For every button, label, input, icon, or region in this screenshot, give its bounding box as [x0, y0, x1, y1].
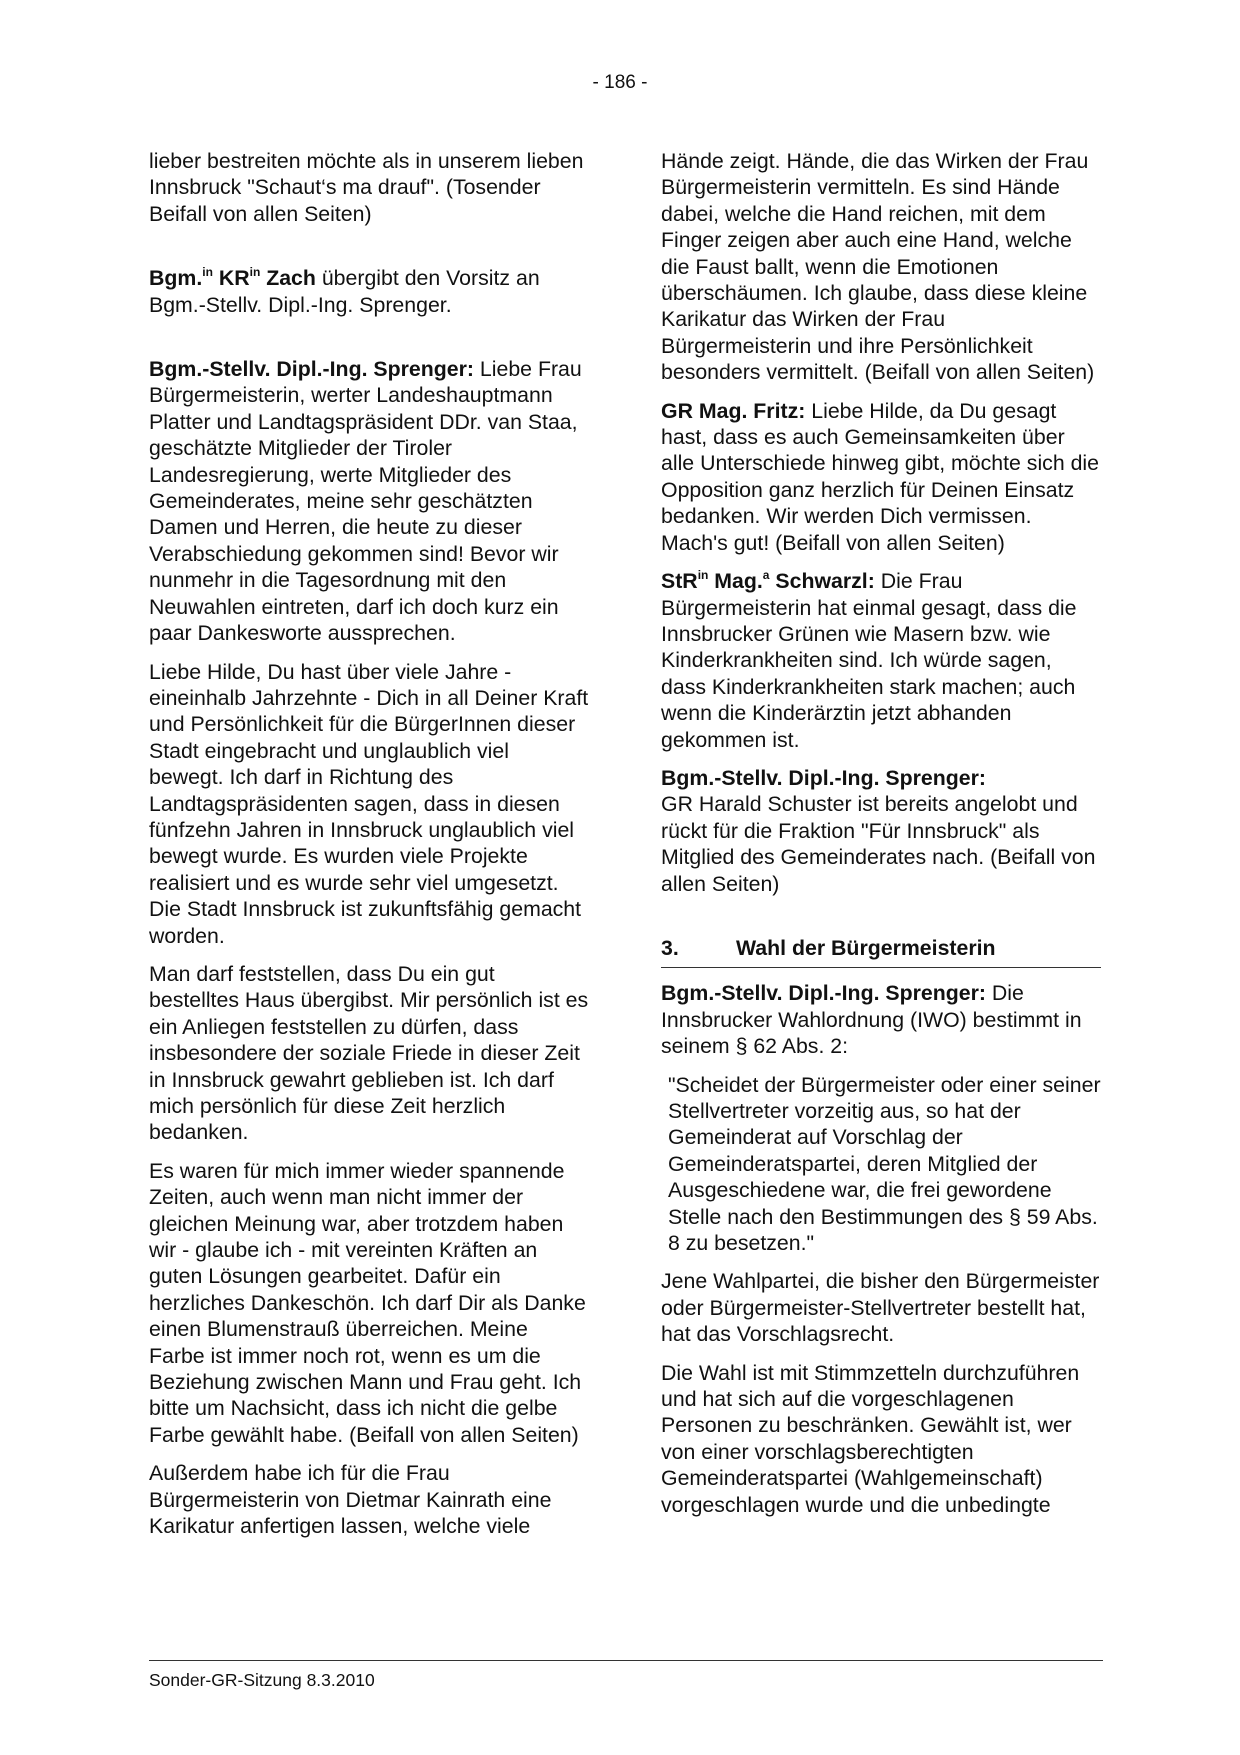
- speaker-name: GR Mag. Fritz:: [661, 398, 806, 423]
- section-heading: [661, 935, 1101, 968]
- paragraph: Es waren für mich immer wieder spannende Zeiten, auch wenn man nicht immer der gleichen Meinung war, aber trotzdem haben wir - glaube ich - mit vereinten Kräften an guten Lösungen gearbeitet. Dafür ein herzliches Dankeschön. Ich darf Dir als Danke einen Blumenstrauß überreichen. Meine Farbe ist immer noch rot, wenn es um die Beziehung zwischen Mann und Frau geht. Ich bitte um Nachsicht, dass ich nicht die gelbe Farbe gewählt habe. (Beifall von allen Seiten): [149, 1158, 586, 1447]
- speech-paragraph: StR$^{in}$ Mag.$^a$ Schwarzl: Die Frau Bürgermeisterin hat einmal gesagt, dass die Innsbrucker Grünen wie Masern bzw. wie Kinderkrankheiten sind. Ich würde sagen, dass Kinderkrankheiten stark machen; auch wenn die Kinderärztin jetzt abhanden gekommen ist.: [661, 568, 1077, 752]
- speech-paragraph: Bgm.-Stellv. Dipl.-Ing. Sprenger: Die Innsbrucker Wahlordnung (IWO) bestimmt in seinem § 62 Abs. 2:: [661, 981, 1082, 1059]
- section-title: Wahl der Bürgermeisterin: [736, 935, 996, 960]
- speech-paragraph: Bgm.-Stellv. Dipl.-Ing. Sprenger: GR Harald Schuster ist bereits angelobt und rückt für die Fraktion "Für Innsbruck" als Mitglied des Gemeinderates nach. (Beifall von allen Seiten): [661, 765, 1096, 896]
- speech-paragraph: GR Mag. Fritz: Liebe Hilde, da Du gesagt hast, dass es auch Gemeinsamkeiten über alle Unterschiede hinweg gibt, möchte sich die Opposition ganz herzlich für Deinen Einsatz bedanken. Wir werden Dich vermissen. Mach's gut! (Beifall von allen Seiten): [661, 398, 1100, 555]
- paragraph: Liebe Hilde, Du hast über viele Jahre - eineinhalb Jahrzehnte - Dich in all Deiner Kraft und Persönlichkeit für die BürgerInnen dieser Stadt eingebracht und unglaublich viel bewegt. Ich darf in Richtung des Landtagspräsidenten sagen, dass in diesen fünfzehn Jahren in Innsbruck unglaublich viel bewegt wurde. Es wurden viele Projekte realisiert und es wurde sehr viel umgesetzt. Die Stadt Innsbruck ist zukunftsfähig gemacht worden.: [149, 659, 589, 948]
- speech-paragraph: Bgm.-Stellv. Dipl.-Ing. Sprenger: Liebe Frau Bürgermeisterin, werter Landeshauptmann Platter und Landtagspräsident DDr. van Staa, geschätzte Mitglieder der Tiroler Landesregierung, werte Mitglieder des Gemeinderates, meine sehr geschätzten Damen und Herren, die heute zu dieser Verabschiedung gekommen sind! Bevor wir nunmehr in die Tagesordnung mit den Neuwahlen eintreten, darf ich doch kurz ein paar Dankesworte aussprechen.: [149, 357, 582, 646]
- paragraph: Man darf feststellen, dass Du ein gut bestelltes Haus übergibst. Mir persönlich ist es ein Anliegen feststellen zu dürfen, dass insbesondere der soziale Friede in dieser Zeit in Innsbruck gewahrt geblieben ist. Ich darf mich persönlich für diese Zeit herzlich bedanken.: [149, 961, 589, 1145]
- page-number: - 186 -: [592, 72, 648, 93]
- footer-session-label: Sonder-GR-Sitzung 8.3.2010: [149, 1670, 375, 1690]
- paragraph: Hände zeigt. Hände, die das Wirken der Frau Bürgermeisterin vermitteln. Es sind Hände dabei, welche die Hand reichen, mit dem Finger zeigen aber auch eine Hand, welche die Faust ballt, wenn die Emotionen überschäumen. Ich glaube, dass diese kleine Karikatur das Wirken der Frau Bürgermeisterin und ihre Persönlichkeit besonders vermittelt. (Beifall von allen Seiten): [661, 149, 1095, 385]
- speaker-name: Bgm.-Stellv. Dipl.-Ing. Sprenger:: [149, 357, 474, 382]
- paragraph: Jene Wahlpartei, die bisher den Bürgermeister oder Bürgermeister-Stellvertreter bestellt hat, hat das Vorschlagsrecht.: [661, 1269, 1100, 1347]
- speaker-name: StR$^{in}$ Mag.$^a$ Schwarzl:: [661, 568, 875, 594]
- law-quote: "Scheidet der Bürgermeister oder einer seiner Stellvertreter vorzeitig aus, so hat der Gemeinderat auf Vorschlag der Gemeinderatspartei, deren Mitglied der Ausgeschiedene war, die frei gewordene Stelle nach den Bestimmungen des § 59 Abs. 8 zu besetzen.": [668, 1072, 1101, 1256]
- paragraph: lieber bestreiten möchte als in unserem lieben Innsbruck "Schaut‘s ma drauf". (Tosender Beifall von allen Seiten): [149, 149, 584, 226]
- section-number: 3.: [661, 935, 679, 960]
- speaker-name: Bgm.-Stellv. Dipl.-Ing. Sprenger:: [661, 981, 986, 1006]
- left-column: [149, 148, 589, 1552]
- speaker-name: Bgm.$^{in}$ $KR^{in}$ Zach: [149, 265, 316, 291]
- right-column: [661, 148, 1101, 1530]
- chair-handover-paragraph: Bgm.$^{in}$ $KR^{in}$ Zach übergibt den Vorsitz an Bgm.-Stellv. Dipl.-Ing. Sprenger.: [149, 265, 540, 317]
- footer-divider: [149, 1660, 1103, 1661]
- paragraph: Die Wahl ist mit Stimmzetteln durchzuführen und hat sich auf die vorgeschlagenen Personen zu beschränken. Gewählt ist, wer von einer vorschlagsberechtigten Gemeinderatspartei (Wahlgemeinschaft) vorgeschlagen wurde und die unbedingte: [661, 1360, 1080, 1517]
- paragraph: Außerdem habe ich für die Frau Bürgermeisterin von Dietmar Kainrath eine Karikatur anfertigen lassen, welche viele: [149, 1461, 552, 1539]
- speaker-name: Bgm.-Stellv. Dipl.-Ing. Sprenger:: [661, 765, 986, 790]
